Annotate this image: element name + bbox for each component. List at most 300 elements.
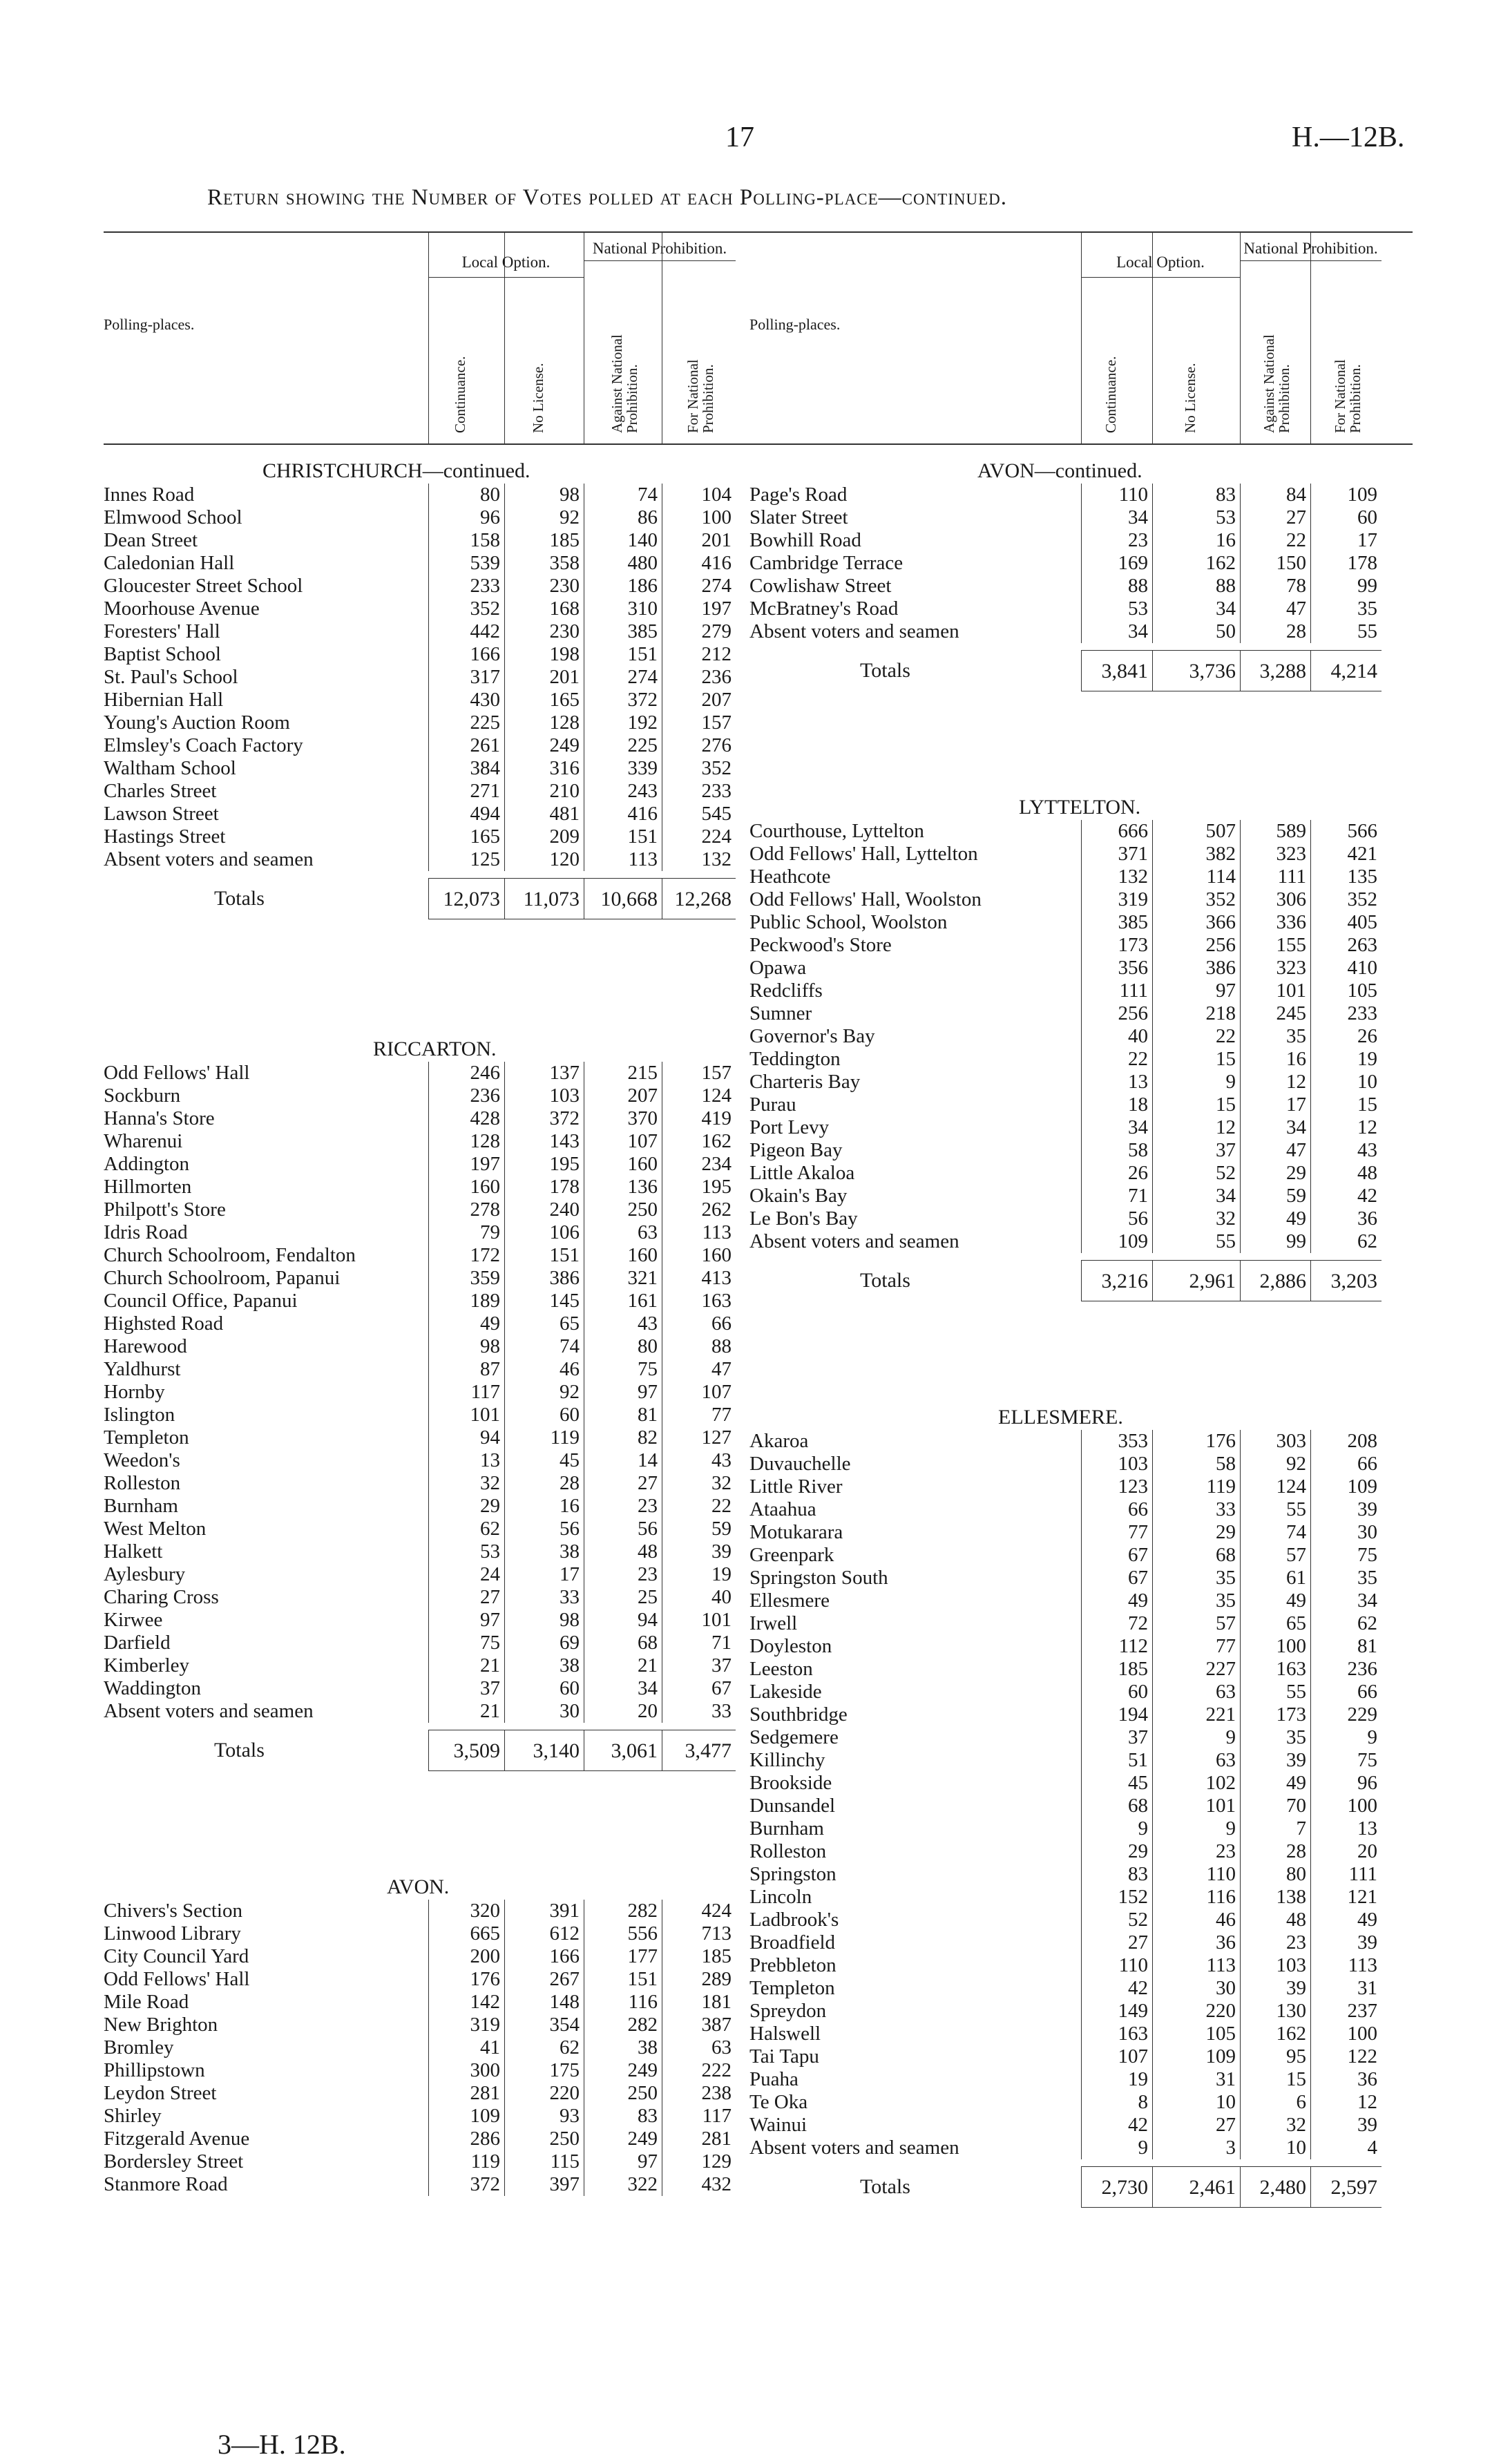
vote-count: 57	[1240, 1544, 1310, 1567]
totals-label: Totals	[860, 659, 910, 682]
table-row	[749, 1589, 1413, 1612]
vote-count: 75	[1310, 1749, 1382, 1772]
polling-place-name: Moorhouse Avenue	[104, 598, 260, 620]
vote-count: 60	[504, 1404, 584, 1426]
polling-place-name: Innes Road	[104, 484, 195, 506]
vote-count: 323	[1240, 957, 1310, 980]
table-row	[749, 1703, 1413, 1726]
polling-place-name: Burnham	[749, 1817, 824, 1840]
vote-count: 201	[662, 529, 736, 552]
vote-count: 87	[428, 1358, 504, 1381]
table-row	[749, 1521, 1413, 1544]
table-row	[104, 1609, 794, 1632]
table-row	[749, 1681, 1413, 1703]
vote-count: 416	[662, 552, 736, 575]
vote-count: 150	[1240, 552, 1310, 575]
vote-count: 237	[1310, 2000, 1382, 2023]
vote-count: 34	[1081, 1116, 1152, 1139]
vote-count: 132	[1081, 866, 1152, 888]
table-row	[104, 552, 794, 575]
vote-count: 21	[584, 1654, 662, 1677]
table-row	[749, 866, 1413, 888]
polling-place-name: Dean Street	[104, 529, 198, 551]
polling-place-name: Absent voters and seamen	[104, 1700, 314, 1722]
vote-count: 80	[1240, 1863, 1310, 1886]
table-row	[104, 1130, 794, 1153]
vote-count: 177	[584, 1945, 662, 1968]
polling-place-name: Te Oka	[749, 2091, 808, 2113]
table-row	[104, 2105, 794, 2128]
totals-row	[749, 650, 1413, 691]
polling-place-name: Wainui	[749, 2114, 807, 2136]
vote-count: 319	[1081, 888, 1152, 911]
table-row	[104, 711, 794, 734]
vote-count: 16	[1240, 1048, 1310, 1071]
vote-count: 62	[1310, 1612, 1382, 1635]
vote-count: 92	[1240, 1453, 1310, 1475]
vote-count: 132	[662, 848, 736, 871]
polling-place-name: Darfield	[104, 1632, 171, 1654]
vote-count: 117	[428, 1381, 504, 1404]
polling-place-name: Hillmorten	[104, 1176, 192, 1198]
vote-count: 103	[504, 1085, 584, 1107]
vote-count: 43	[662, 1449, 736, 1472]
table-row	[104, 1632, 794, 1654]
polling-place-name: Burnham	[104, 1495, 178, 1517]
vote-count: 94	[584, 1609, 662, 1632]
polling-place-name: Templeton	[104, 1426, 189, 1449]
vote-count: 10	[1310, 1071, 1382, 1093]
vote-count: 39	[1310, 1931, 1382, 1954]
vote-count: 71	[662, 1632, 736, 1654]
vote-count: 43	[1310, 1139, 1382, 1162]
totals-label: Totals	[860, 2175, 910, 2198]
polling-place-name: Redcliffs	[749, 980, 823, 1002]
vote-count: 279	[662, 620, 736, 643]
vote-count: 27	[1240, 506, 1310, 529]
vote-count: 110	[1081, 1954, 1152, 1977]
polling-place-name: Odd Fellows' Hall, Lyttelton	[749, 843, 978, 865]
vote-count: 62	[428, 1518, 504, 1540]
vote-count: 163	[1081, 2023, 1152, 2045]
polling-place-name: Cambridge Terrace	[749, 552, 904, 574]
table-row	[104, 1426, 794, 1449]
vote-count: 539	[428, 552, 504, 575]
vote-count: 37	[662, 1654, 736, 1677]
polling-place-name: Shirley	[104, 2105, 162, 2127]
vote-count: 13	[1310, 1817, 1382, 1840]
vote-count: 55	[1310, 620, 1382, 643]
vote-count: 221	[1152, 1703, 1240, 1726]
table-row	[749, 1931, 1413, 1954]
vote-count: 148	[504, 1991, 584, 2014]
vote-count: 162	[1152, 552, 1240, 575]
vote-count: 62	[504, 2036, 584, 2059]
vote-count: 77	[662, 1404, 736, 1426]
vote-count: 24	[428, 1563, 504, 1586]
vote-count: 556	[584, 1922, 662, 1945]
vote-count: 92	[504, 506, 584, 529]
vote-count: 115	[504, 2150, 584, 2173]
vote-count: 198	[504, 643, 584, 666]
vote-count: 250	[584, 2082, 662, 2105]
header-divider	[1240, 233, 1241, 443]
vote-count: 236	[428, 1085, 504, 1107]
vote-count: 152	[1081, 1886, 1152, 1909]
vote-count: 39	[1310, 1498, 1382, 1521]
vote-count: 119	[1152, 1475, 1240, 1498]
vote-count: 75	[584, 1358, 662, 1381]
vote-count: 103	[1240, 1954, 1310, 1977]
vote-count: 160	[584, 1244, 662, 1267]
vote-count: 162	[1240, 2023, 1310, 2045]
vote-count: 56	[1081, 1207, 1152, 1230]
vote-count: 230	[504, 620, 584, 643]
polling-place-name: Kirwee	[104, 1609, 163, 1631]
vote-count: 113	[662, 1221, 736, 1244]
vote-count: 78	[1240, 575, 1310, 598]
table-row	[104, 1062, 794, 1085]
vote-count: 34	[1081, 620, 1152, 643]
vote-count: 192	[584, 711, 662, 734]
header-no-license: No License.	[1181, 363, 1198, 433]
table-row	[749, 1863, 1413, 1886]
table-row	[749, 552, 1413, 575]
vote-count: 46	[1152, 1909, 1240, 1931]
polling-place-name: Odd Fellows' Hall	[104, 1968, 250, 1990]
vote-count: 67	[662, 1677, 736, 1700]
polling-place-name: Foresters' Hall	[104, 620, 220, 642]
vote-count: 424	[662, 1900, 736, 1922]
header-polling-places: Polling-places.	[104, 316, 195, 333]
vote-count: 35	[1152, 1567, 1240, 1589]
vote-count: 9	[1152, 1817, 1240, 1840]
vote-count: 215	[584, 1062, 662, 1085]
vote-count: 94	[428, 1426, 504, 1449]
table-row	[749, 911, 1413, 934]
vote-count: 300	[428, 2059, 504, 2082]
table-row	[104, 643, 794, 666]
vote-count: 149	[1081, 2000, 1152, 2023]
table-row	[749, 1749, 1413, 1772]
vote-count: 84	[1240, 484, 1310, 506]
vote-count: 71	[1081, 1185, 1152, 1207]
vote-count: 274	[584, 666, 662, 689]
vote-count: 281	[662, 2128, 736, 2150]
table-row	[749, 484, 1413, 506]
vote-count: 81	[584, 1404, 662, 1426]
polling-place-name: Hornby	[104, 1381, 165, 1403]
polling-place-name: Leeston	[749, 1658, 813, 1680]
vote-count: 59	[1240, 1185, 1310, 1207]
vote-count: 160	[584, 1153, 662, 1176]
total-value: 2,597	[1310, 2166, 1382, 2208]
polling-place-name: Tai Tapu	[749, 2045, 819, 2067]
polling-place-name: Brookside	[749, 1772, 832, 1794]
table-row	[104, 1290, 794, 1312]
vote-count: 29	[1152, 1521, 1240, 1544]
vote-count: 26	[1310, 1025, 1382, 1048]
vote-count: 101	[1152, 1795, 1240, 1817]
vote-count: 106	[504, 1221, 584, 1244]
vote-count: 316	[504, 757, 584, 780]
vote-count: 16	[1152, 529, 1240, 552]
table-row	[104, 1586, 794, 1609]
vote-count: 119	[428, 2150, 504, 2173]
polling-place-name: Lakeside	[749, 1681, 822, 1703]
vote-count: 41	[428, 2036, 504, 2059]
polling-place-name: Philpott's Store	[104, 1198, 226, 1221]
vote-count: 25	[584, 1586, 662, 1609]
header-national-prohibition: National Prohibition.	[584, 240, 736, 261]
vote-count: 366	[1152, 911, 1240, 934]
vote-count: 197	[662, 598, 736, 620]
table-row	[749, 620, 1413, 643]
polling-place-name: Gloucester Street School	[104, 575, 303, 597]
vote-count: 430	[428, 689, 504, 711]
table-row	[749, 843, 1413, 866]
polling-place-name: St. Paul's School	[104, 666, 238, 688]
polling-place-name: Absent voters and seamen	[749, 2137, 959, 2159]
vote-count: 130	[1240, 2000, 1310, 2023]
vote-count: 276	[662, 734, 736, 757]
vote-count: 322	[584, 2173, 662, 2196]
polling-place-name: Public School, Woolston	[749, 911, 948, 933]
vote-count: 39	[662, 1540, 736, 1563]
vote-count: 138	[1240, 1886, 1310, 1909]
vote-count: 165	[504, 689, 584, 711]
vote-count: 178	[504, 1176, 584, 1198]
vote-count: 9	[1152, 1071, 1240, 1093]
vote-count: 53	[428, 1540, 504, 1563]
vote-count: 48	[1240, 1909, 1310, 1931]
table-row	[104, 2014, 794, 2036]
vote-count: 29	[1081, 1840, 1152, 1863]
vote-count: 157	[662, 711, 736, 734]
vote-count: 53	[1152, 506, 1240, 529]
table-row	[104, 1176, 794, 1198]
vote-count: 35	[1240, 1726, 1310, 1749]
vote-count: 286	[428, 2128, 504, 2150]
polling-place-name: Aylesbury	[104, 1563, 186, 1585]
page-code: H.—12B.	[1292, 122, 1405, 153]
table-row	[749, 1475, 1413, 1498]
table-row	[749, 1840, 1413, 1863]
table-row	[104, 1540, 794, 1563]
vote-count: 51	[1081, 1749, 1152, 1772]
vote-count: 32	[662, 1472, 736, 1495]
vote-count: 442	[428, 620, 504, 643]
vote-count: 12	[1152, 1116, 1240, 1139]
total-value: 2,480	[1240, 2166, 1310, 2208]
vote-count: 47	[662, 1358, 736, 1381]
polling-place-name: Port Levy	[749, 1116, 830, 1138]
totals-row	[104, 878, 794, 919]
vote-count: 352	[428, 598, 504, 620]
vote-count: 75	[428, 1632, 504, 1654]
vote-count: 17	[1310, 529, 1382, 552]
vote-count: 66	[662, 1312, 736, 1335]
polling-place-name: Courthouse, Lyttelton	[749, 820, 924, 842]
vote-count: 320	[428, 1900, 504, 1922]
vote-count: 185	[1081, 1658, 1152, 1681]
polling-place-name: Ladbrook's	[749, 1909, 839, 1931]
vote-count: 12	[1310, 2091, 1382, 2114]
polling-place-name: Halkett	[104, 1540, 163, 1563]
vote-count: 358	[504, 552, 584, 575]
vote-count: 66	[1310, 1453, 1382, 1475]
vote-count: 33	[504, 1586, 584, 1609]
table-row	[104, 1153, 794, 1176]
vote-count: 124	[1240, 1475, 1310, 1498]
table-row	[749, 1139, 1413, 1162]
vote-count: 109	[428, 2105, 504, 2128]
vote-count: 47	[1240, 598, 1310, 620]
table-row	[104, 1404, 794, 1426]
total-value: 12,268	[662, 878, 736, 919]
vote-count: 566	[1310, 820, 1382, 843]
vote-count: 220	[504, 2082, 584, 2105]
vote-count: 122	[1310, 2045, 1382, 2068]
vote-count: 10	[1152, 2091, 1240, 2114]
table-row	[749, 1886, 1413, 1909]
vote-count: 22	[1152, 1025, 1240, 1048]
table-row	[749, 1567, 1413, 1589]
vote-count: 137	[504, 1062, 584, 1085]
vote-count: 97	[584, 1381, 662, 1404]
vote-count: 319	[428, 2014, 504, 2036]
vote-count: 63	[1152, 1681, 1240, 1703]
vote-count: 225	[584, 734, 662, 757]
header-against: Against National Prohibition.	[608, 334, 640, 433]
vote-count: 158	[428, 529, 504, 552]
vote-count: 233	[1310, 1002, 1382, 1025]
vote-count: 494	[428, 803, 504, 825]
column-header	[104, 233, 794, 445]
vote-count: 713	[662, 1922, 736, 1945]
polling-place-name: Prebbleton	[749, 1954, 836, 1976]
vote-count: 354	[504, 2014, 584, 2036]
vote-count: 100	[1310, 1795, 1382, 1817]
vote-count: 353	[1081, 1430, 1152, 1453]
vote-count: 162	[662, 1130, 736, 1153]
vote-count: 74	[584, 484, 662, 506]
section-title: ELLESMERE.	[998, 1406, 1123, 1429]
table-row	[749, 2023, 1413, 2045]
vote-count: 481	[504, 803, 584, 825]
vote-count: 384	[428, 757, 504, 780]
vote-count: 113	[1152, 1954, 1240, 1977]
vote-count: 62	[1310, 1230, 1382, 1253]
vote-count: 27	[584, 1472, 662, 1495]
vote-count: 15	[1152, 1093, 1240, 1116]
vote-count: 233	[662, 780, 736, 803]
vote-count: 181	[662, 1991, 736, 2014]
vote-count: 60	[504, 1677, 584, 1700]
vote-count: 4	[1310, 2137, 1382, 2159]
vote-count: 22	[1240, 529, 1310, 552]
table-row	[749, 1093, 1413, 1116]
table-row	[104, 1244, 794, 1267]
vote-count: 34	[1310, 1589, 1382, 1612]
table-row	[104, 803, 794, 825]
polling-place-name: Okain's Bay	[749, 1185, 848, 1207]
polling-place-name: Young's Auction Room	[104, 711, 290, 734]
vote-count: 36	[1310, 1207, 1382, 1230]
vote-count: 160	[662, 1244, 736, 1267]
polling-place-name: McBratney's Road	[749, 598, 899, 620]
table-row	[104, 1358, 794, 1381]
vote-count: 371	[1081, 843, 1152, 866]
totals-label: Totals	[860, 1269, 910, 1292]
vote-count: 372	[504, 1107, 584, 1130]
vote-count: 249	[584, 2059, 662, 2082]
polling-place-name: Charing Cross	[104, 1586, 219, 1608]
vote-count: 23	[1240, 1931, 1310, 1954]
vote-count: 129	[662, 2150, 736, 2173]
vote-count: 16	[504, 1495, 584, 1518]
header-local-option: Local Option.	[428, 254, 584, 278]
polling-place-name: Kimberley	[104, 1654, 190, 1677]
vote-count: 165	[428, 825, 504, 848]
vote-count: 382	[1152, 843, 1240, 866]
polling-place-name: Dunsandel	[749, 1795, 836, 1817]
header-divider	[1310, 233, 1311, 443]
polling-place-name: Sedgemere	[749, 1726, 839, 1748]
polling-place-name: Springston	[749, 1863, 836, 1885]
vote-count: 107	[662, 1381, 736, 1404]
vote-count: 86	[584, 506, 662, 529]
polling-place-name: Springston South	[749, 1567, 888, 1589]
polling-place-name: Baptist School	[104, 643, 221, 665]
vote-count: 256	[1081, 1002, 1152, 1025]
polling-place-name: Spreydon	[749, 2000, 827, 2022]
vote-count: 278	[428, 1198, 504, 1221]
vote-count: 101	[1240, 980, 1310, 1002]
vote-count: 212	[662, 643, 736, 666]
vote-count: 220	[1152, 2000, 1240, 2023]
vote-count: 28	[1240, 1840, 1310, 1863]
table-row	[104, 1221, 794, 1244]
vote-count: 116	[1152, 1886, 1240, 1909]
vote-count: 9	[1081, 1817, 1152, 1840]
polling-place-name: Motukarara	[749, 1521, 843, 1543]
total-value: 3,477	[662, 1730, 736, 1771]
vote-count: 416	[584, 803, 662, 825]
polling-place-name: Waddington	[104, 1677, 202, 1699]
table-row	[749, 1430, 1413, 1453]
vote-count: 65	[1240, 1612, 1310, 1635]
table-row	[104, 666, 794, 689]
vote-count: 480	[584, 552, 662, 575]
vote-count: 236	[1310, 1658, 1382, 1681]
vote-count: 98	[504, 484, 584, 506]
vote-count: 173	[1240, 1703, 1310, 1726]
vote-count: 109	[1310, 484, 1382, 506]
vote-count: 157	[662, 1062, 736, 1085]
vote-count: 9	[1310, 1726, 1382, 1749]
table-row	[104, 1472, 794, 1495]
vote-count: 155	[1240, 934, 1310, 957]
vote-count: 432	[662, 2173, 736, 2196]
vote-count: 151	[584, 1968, 662, 1991]
vote-count: 249	[504, 734, 584, 757]
vote-count: 113	[584, 848, 662, 871]
vote-count: 34	[1152, 1185, 1240, 1207]
polling-place-name: Waltham School	[104, 757, 236, 779]
polling-place-name: Teddington	[749, 1048, 841, 1070]
table-row	[104, 757, 794, 780]
